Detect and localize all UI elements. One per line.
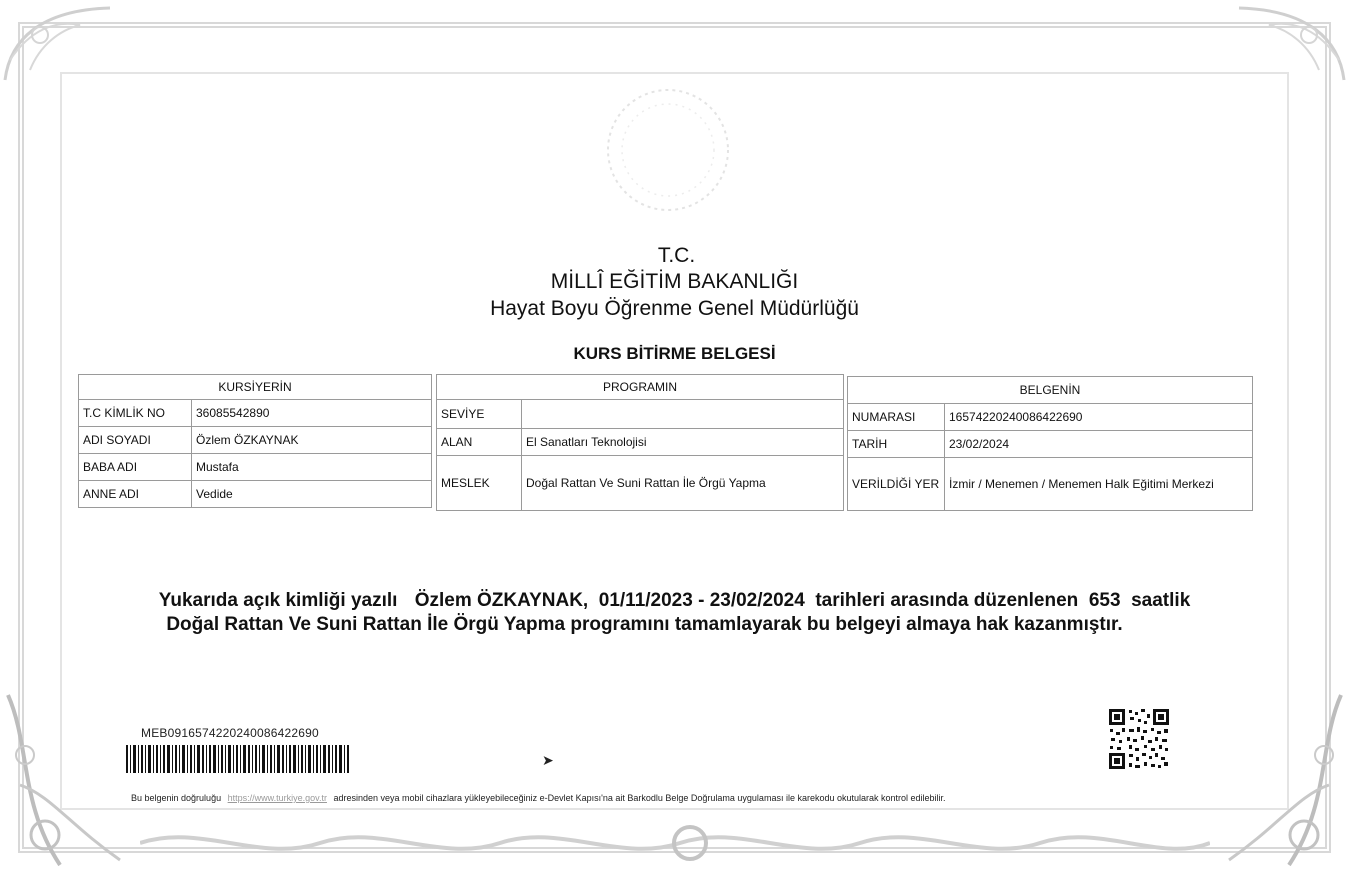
certificate-number-label: NUMARASI [848, 404, 945, 431]
statement-line-1 [0, 590, 1349, 612]
qr-code-icon [1107, 707, 1171, 771]
father-name-value: Mustafa [192, 454, 432, 481]
statement-tail: saatlik [1131, 590, 1191, 611]
full-name-label: ADI SOYADI [79, 427, 192, 454]
certificate-heading: BELGENİN [848, 377, 1253, 404]
trainee-heading: KURSİYERİN [79, 375, 432, 400]
directorate-title: Hayat Boyu Öğrenme Genel Müdürlüğü [490, 297, 859, 320]
statement-line-2 [0, 614, 1349, 636]
certificate-date-label: TARİH [848, 431, 945, 458]
ministry-seal-icon [602, 86, 734, 214]
republic-label: T.C. [657, 244, 696, 267]
bottom-right-ornament-icon [1209, 685, 1349, 875]
program-heading: PROGRAMIN [437, 375, 844, 400]
bottom-border-ornament-icon [140, 818, 1210, 868]
barcode-number: MEB09165742202400864226​90 [141, 726, 319, 740]
profession-value: Doğal Rattan Ve Suni Rattan İle Örgü Yapma [522, 456, 844, 511]
statement-line-2-text: Doğal Rattan Ve Suni Rattan İle Örgü Yapma programını tamamlayarak bu belgeyi almaya hak kazanmıştır. [166, 614, 1123, 635]
field-value: El Sanatları Teknolojisi [522, 429, 844, 456]
id-number-value: 36085542890 [192, 400, 432, 427]
document-title: KURS BİTİRME BELGESİ [573, 344, 776, 363]
certificate-date-value: 23/02/2024 [945, 431, 1253, 458]
statement-dates: 01/11/2023 - 23/02/2024 [598, 590, 805, 611]
father-name-label: BABA ADI [79, 454, 192, 481]
id-number-label: T.C KİMLİK NO [79, 400, 192, 427]
table-row [437, 400, 844, 429]
top-right-ornament-icon [1229, 0, 1349, 90]
level-label: SEVİYE [437, 400, 522, 429]
statement-name: Özlem ÖZKAYNAK, [414, 590, 589, 611]
verification-note [131, 793, 946, 803]
table-row [848, 431, 1253, 458]
trainee-table [78, 374, 432, 508]
profession-label: MESLEK [437, 456, 522, 511]
top-left-ornament-icon [0, 0, 120, 90]
table-row [848, 458, 1253, 511]
statement-hours: 653 [1088, 590, 1121, 611]
verification-link[interactable]: https://www.turkiye.gov.tr [227, 793, 327, 803]
program-table [436, 374, 844, 511]
table-row [79, 481, 432, 508]
mother-name-label: ANNE ADI [79, 481, 192, 508]
level-value [522, 400, 844, 429]
full-name-value: Özlem ÖZKAYNAK [192, 427, 432, 454]
table-row [437, 429, 844, 456]
issue-place-label: VERİLDİĞİ YER [848, 458, 945, 511]
verification-before: Bu belgenin doğruluğu [131, 793, 222, 803]
statement-mid: tarihleri arasında düzenlenen [815, 590, 1079, 611]
statement-intro: Yukarıda açık kimliği yazılı [158, 590, 398, 611]
table-row [437, 456, 844, 511]
issue-place-value: İzmir / Menemen / Menemen Halk Eğitimi Merkezi [945, 458, 1253, 511]
barcode-icon [126, 745, 350, 773]
certificate-table [847, 376, 1253, 511]
scan-mark-icon: ➤ [542, 752, 554, 768]
ministry-title: MİLLÎ EĞİTİM BAKANLIĞI [550, 270, 799, 293]
field-label: ALAN [437, 429, 522, 456]
verification-after: adresinden veya mobil cihazlara yükleyebileceğiniz e-Devlet Kapısı'na ait Barkodlu Belge Doğrulama uygulaması ile karekodu okutularak kontrol edilebilir. [333, 793, 946, 803]
table-row [79, 400, 432, 427]
table-row [79, 427, 432, 454]
table-row [79, 454, 432, 481]
mother-name-value: Vedide [192, 481, 432, 508]
table-row [848, 404, 1253, 431]
certificate-number-value: 16574220240086422690 [945, 404, 1253, 431]
bottom-left-ornament-icon [0, 685, 140, 875]
